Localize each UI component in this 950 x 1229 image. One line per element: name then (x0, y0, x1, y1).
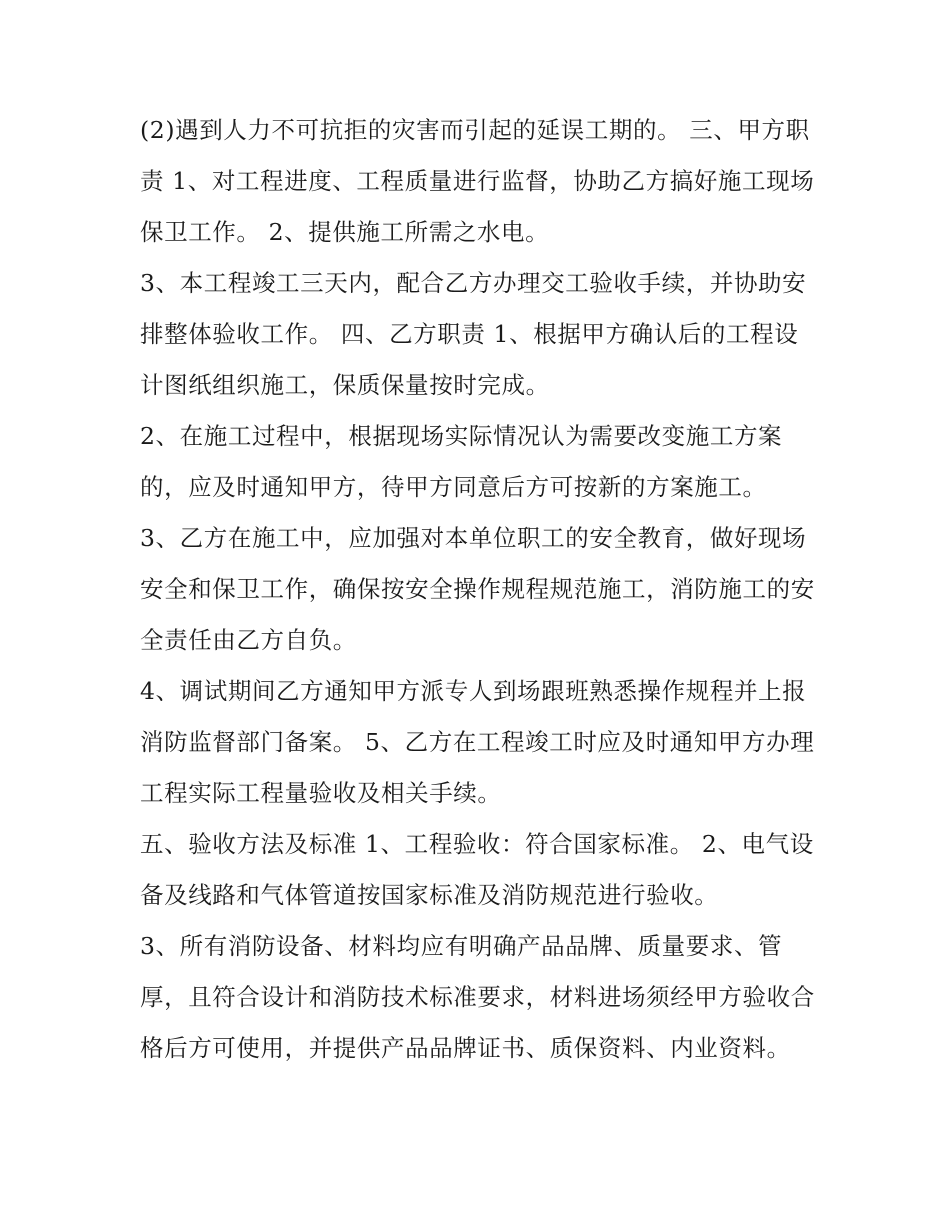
paragraph-5: 4、调试期间乙方通知甲方派专人到场跟班熟悉操作规程并上报消防监督部门备案。 5、乙方在工程竣工时应及时通知甲方办理工程实际工程量验收及相关手续。 (140, 677, 815, 807)
paragraph-3: 2、在施工过程中，根据现场实际情况认为需要改变施工方案的，应及时通知甲方，待甲方同意后方可按新的方案施工。 (140, 422, 783, 501)
paragraph-7: 3、所有消防设备、材料均应有明确产品品牌、质量要求、管厚，且符合设计和消防技术标准要求，材料进场须经甲方验收合格后方可使用，并提供产品品牌证书、质保资料、内业资料。 (140, 932, 815, 1062)
paragraph-1: (2)遇到人力不可抗拒的灾害而引起的延误工期的。 三、甲方职责 1、对工程进度、工程质量进行监督，协助乙方搞好施工现场保卫工作。 2、提供施工所需之水电。 (140, 116, 815, 246)
paragraph-4: 3、乙方在施工中，应加强对本单位职工的安全教育，做好现场安全和保卫工作，确保按安全操作规程规范施工，消防施工的安全责任由乙方自负。 (140, 524, 815, 654)
paragraph-2: 3、本工程竣工三天内，配合乙方办理交工验收手续，并协助安排整体验收工作。 四、乙方职责 1、根据甲方确认后的工程设计图纸组织施工，保质保量按时完成。 (140, 269, 807, 399)
document-body (140, 105, 820, 1074)
paragraph-6: 五、验收方法及标准 1、工程验收：符合国家标准。 2、电气设备及线路和气体管道按国家标准及消防规范进行验收。 (140, 830, 814, 909)
